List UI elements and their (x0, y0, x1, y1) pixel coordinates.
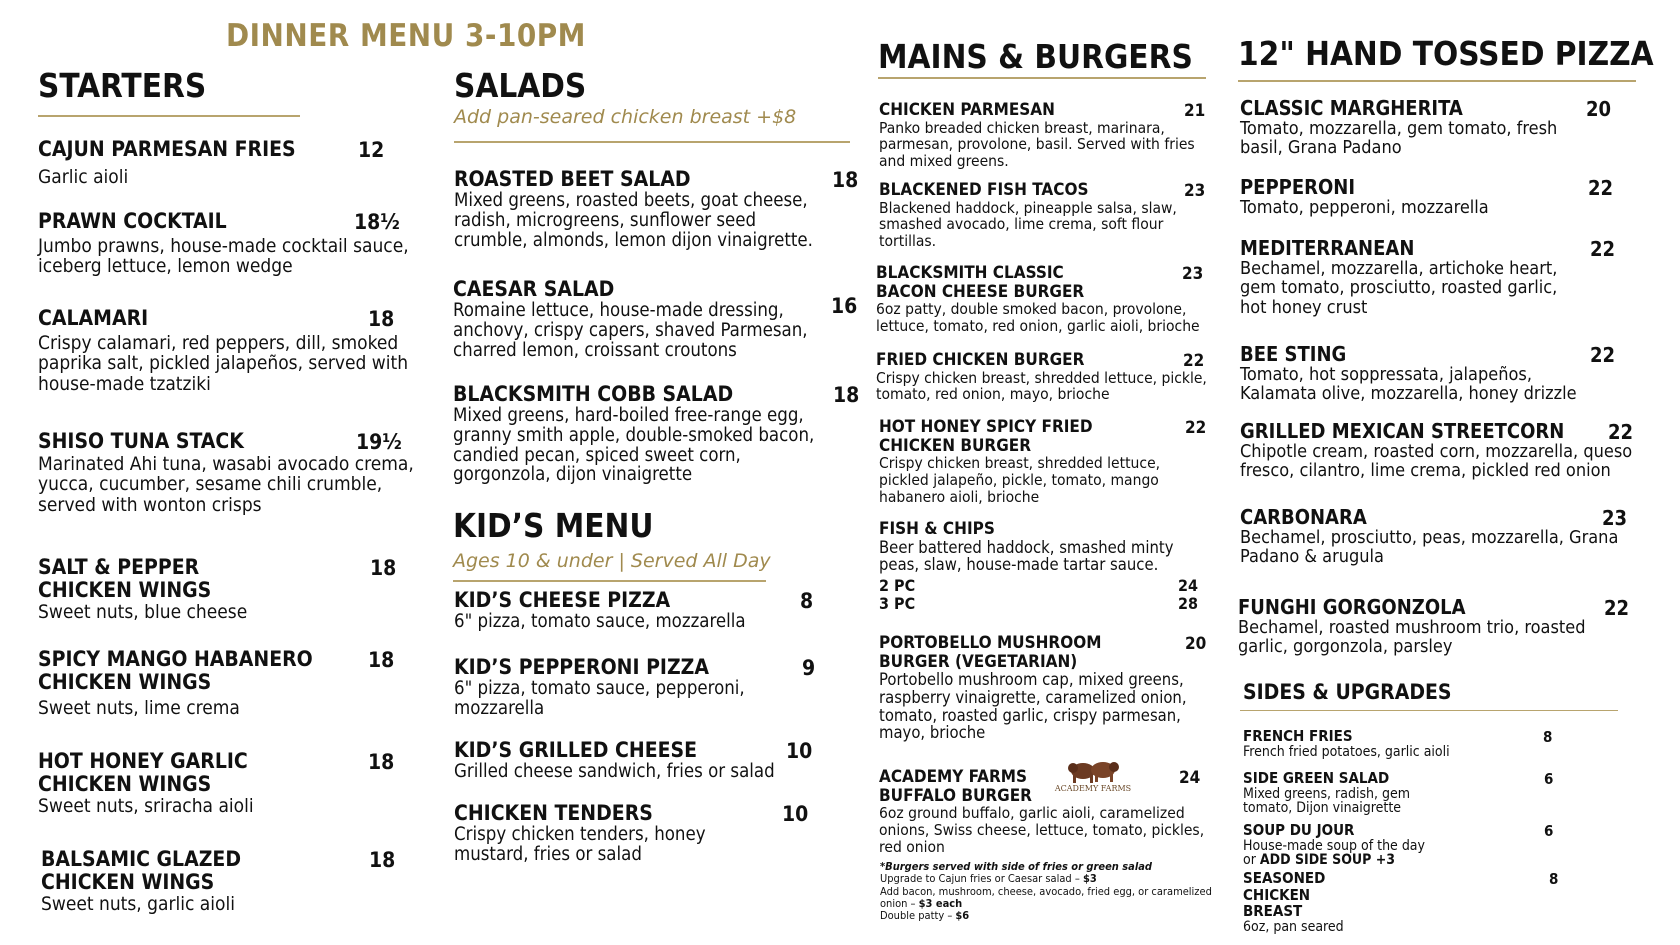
item-price: 9 (802, 656, 816, 680)
menu-item (1238, 596, 1633, 657)
mains-divider (878, 77, 1206, 79)
menu-title: DINNER MENU 3-10PM (226, 18, 586, 54)
item-description: Beer battered haddock, smashed minty peas, slaw, house-made tartar sauce. (879, 537, 1174, 575)
item-name: SALT & PEPPER CHICKEN WINGS (38, 555, 212, 603)
menu-item (1243, 728, 1553, 759)
item-price: 22 (1590, 237, 1616, 261)
item-price: 18 (368, 648, 395, 672)
item-description: Romaine lettuce, house-made dressing, anchovy, crispy capers, shaved Parmesan, charred lemon, croissant croutons (453, 300, 808, 361)
soup-upgrade-label: ADD SIDE SOUP +3 (1259, 852, 1396, 869)
item-description: French fried potatoes, garlic aioli (1243, 743, 1450, 760)
soup-upgrade-prefix: or (1243, 852, 1260, 869)
item-name: HOT HONEY GARLIC CHICKEN WINGS (38, 749, 248, 797)
item-name: BALSAMIC GLAZED CHICKEN WINGS (41, 847, 242, 895)
item-name: ROASTED BEET SALAD (454, 167, 691, 191)
item-price: 18½ (354, 210, 400, 234)
fish-option-price: 24 (1178, 576, 1199, 595)
item-price: 18 (832, 168, 859, 192)
item-price: 20 (1586, 97, 1612, 121)
item-description: Crispy chicken breast, shredded lettuce, pickle, tomato, red onion, mayo, brioche (876, 368, 1207, 404)
menu-item (1240, 420, 1635, 481)
item-name: KID’S PEPPERONI PIZZA (454, 655, 709, 679)
menu-item (454, 168, 862, 250)
item-price: 18 (370, 556, 397, 580)
item-name: SPICY MANGO HABANERO CHICKEN WINGS (38, 647, 313, 695)
item-name: SHISO TUNA STACK (38, 429, 244, 453)
menu-item (38, 210, 433, 277)
item-price: 23 (1602, 506, 1628, 530)
item-description: Mixed greens, radish, gem tomato, Dijon vinaigrette (1243, 785, 1411, 817)
item-name: CAESAR SALAD (453, 277, 615, 301)
item-description: 6oz ground buffalo, garlic aioli, caramelized onions, Swiss cheese, lettuce, tomato, pickles, red onion (879, 804, 1205, 856)
item-price: 18 (833, 383, 860, 407)
item-description: Marinated Ahi tuna, wasabi avocado crema, yucca, cucumber, sesame chili crumble, served with wonton crisps (38, 453, 414, 516)
note-text: Upgrade to Cajun fries or Caesar salad – (880, 872, 1083, 886)
menu-item (38, 648, 418, 719)
item-description: Mixed greens, roasted beets, goat cheese, radish, microgreens, sunflower seed crumble, almonds, lemon dijon vinaigrette. (454, 190, 813, 251)
menu-item (879, 634, 1213, 742)
item-description: Crispy calamari, red peppers, dill, smoked paprika salt, pickled jalapeños, served with house-made tzatziki (38, 332, 409, 395)
item-name: HOT HONEY SPICY FRIED CHICKEN BURGER (879, 417, 1093, 456)
item-price: 22 (1588, 176, 1614, 200)
item-price: 6 (1544, 770, 1554, 788)
note-text: Double patty – (880, 909, 956, 923)
fish-option-label: 3 PC (879, 594, 916, 613)
starters-divider (38, 115, 300, 117)
item-description: 6oz, pan seared (1243, 918, 1344, 935)
item-description: Bechamel, roasted mushroom trio, roasted garlic, gorgonzola, parsley (1238, 617, 1586, 658)
sides-title: SIDES & UPGRADES (1243, 680, 1452, 704)
menu-item (879, 418, 1211, 505)
menu-item (1240, 343, 1630, 404)
item-price: 19½ (356, 430, 402, 454)
menu-item (1240, 506, 1630, 567)
burger-notes (880, 861, 1220, 923)
item-price: 16 (831, 294, 858, 318)
item-description: 6oz patty, double smoked bacon, provolone, lettuce, tomato, red onion, garlic aioli, brioche (876, 300, 1200, 335)
menu-item (41, 848, 421, 915)
menu-item (1243, 869, 1559, 935)
item-name: FISH & CHIPS (879, 519, 995, 539)
item-name: SOUP DU JOUR (1243, 821, 1355, 839)
burger-note-double (880, 910, 1220, 922)
item-description: Portobello mushroom cap, mixed greens, raspberry vinaigrette, caramelized onion, tomato, roasted garlic, crispy parmesan, mayo, brioche (879, 670, 1187, 743)
item-name: SIDE GREEN SALAD (1243, 769, 1390, 787)
item-name: KID’S GRILLED CHEESE (454, 738, 698, 762)
item-name: FRIED CHICKEN BURGER (876, 350, 1085, 370)
item-description: Bechamel, mozzarella, artichoke heart, gem tomato, prosciutto, roasted garlic, hot honey crust (1240, 258, 1558, 318)
item-name: CLASSIC MARGHERITA (1240, 96, 1463, 120)
item-price: 8 (1549, 870, 1559, 888)
item-name: CAJUN PARMESAN FRIES (38, 137, 296, 161)
salads-title: SALADS (454, 66, 587, 105)
item-name: CHICKEN TENDERS (454, 801, 653, 825)
burger-note-main: *Burgers served with side of fries or green salad (880, 860, 1153, 873)
menu-item (879, 520, 1211, 574)
item-description: Crispy chicken breast, shredded lettuce, pickled jalapeño, pickle, tomato, mango habanero aioli, brioche (879, 454, 1161, 506)
item-price: 22 (1608, 420, 1634, 444)
menu-item (1240, 97, 1630, 158)
menu-item (38, 138, 420, 187)
item-price: 18 (368, 750, 395, 774)
fish-option-label: 2 PC (879, 576, 916, 595)
starters-title: STARTERS (38, 66, 207, 105)
item-description: Chipotle cream, roasted corn, mozzarella, queso fresco, cilantro, lime crema, pickled red onion (1240, 441, 1633, 482)
item-name: PORTOBELLO MUSHROOM BURGER (VEGETARIAN) (879, 633, 1102, 672)
menu-item (454, 656, 814, 719)
menu-item (38, 307, 418, 394)
item-description: Sweet nuts, blue cheese (38, 601, 248, 624)
item-description: 6" pizza, tomato sauce, mozzarella (454, 611, 746, 633)
item-description: Tomato, hot soppressata, jalapeños, Kalamata olive, mozzarella, honey drizzle (1240, 364, 1577, 405)
burger-note-addons (880, 886, 1220, 911)
item-description: House-made soup of the day (1243, 837, 1425, 854)
kids-title: KID’S MENU (453, 506, 654, 545)
item-description: Panko breaded chicken breast, marinara, parmesan, provolone, basil. Served with fries and mixed greens. (879, 118, 1195, 170)
item-name: MEDITERRANEAN (1240, 236, 1415, 260)
sides-divider (1240, 710, 1618, 711)
menu-item (1243, 770, 1553, 816)
item-description: Bechamel, prosciutto, peas, mozzarella, Grana Padano & arugula (1240, 527, 1619, 568)
salads-divider (454, 141, 850, 143)
item-name: FUNGHI GORGONZOLA (1238, 595, 1466, 619)
item-description: Jumbo prawns, house-made cocktail sauce, iceberg lettuce, lemon wedge (38, 235, 409, 278)
logo-text: ACADEMY FARMS (1054, 784, 1132, 793)
item-description: Crispy chicken tenders, honey mustard, fries or salad (454, 824, 706, 865)
item-name: BLACKENED FISH TACOS (879, 180, 1089, 200)
item-price: 8 (800, 589, 814, 613)
menu-item (454, 589, 814, 632)
note-price: $6 (955, 909, 970, 923)
item-price: 23 (1182, 264, 1204, 284)
menu-item (1240, 176, 1630, 217)
item-name: CARBONARA (1240, 505, 1367, 529)
fish-option-price: 28 (1178, 594, 1199, 613)
item-description: 6" pizza, tomato sauce, pepperoni, mozzarella (454, 678, 745, 719)
kids-divider (453, 580, 766, 582)
item-price: 24 (1179, 768, 1201, 788)
menu-item (38, 750, 418, 817)
note-price: $3 (1082, 872, 1097, 886)
soup-upgrade (1243, 853, 1553, 868)
item-description: Blackened haddock, pineapple salsa, slaw, smashed avocado, lime crema, soft flour tortillas. (879, 198, 1177, 250)
item-price: 12 (358, 138, 385, 162)
item-description: Sweet nuts, lime crema (38, 697, 240, 720)
item-description: Sweet nuts, sriracha aioli (38, 795, 254, 818)
salads-subtitle: Add pan-seared chicken breast +$8 (454, 106, 797, 128)
academy-farms-logo (1052, 758, 1134, 794)
item-description: Mixed greens, hard-boiled free-range egg, granny smith apple, double-smoked bacon, candied pecan, spiced sweet corn, gorgonzola, dijon vinaigrette (453, 405, 815, 486)
menu-item (876, 264, 1211, 335)
item-price: 22 (1185, 418, 1207, 438)
item-price: 20 (1185, 634, 1207, 654)
item-price: 23 (1184, 181, 1206, 201)
item-name: BEE STING (1240, 342, 1347, 366)
note-price: $3 each (918, 896, 963, 910)
item-name: ACADEMY FARMS BUFFALO BURGER (879, 767, 1032, 806)
menu-item (1243, 822, 1553, 868)
item-price: 18 (369, 848, 396, 872)
note-text: Add bacon, mushroom, cheese, avocado, fried egg, or caramelized onion – (880, 884, 1212, 910)
item-name: FRENCH FRIES (1243, 727, 1353, 745)
menu-item (454, 739, 814, 782)
menu-item (876, 351, 1211, 403)
item-description: Tomato, pepperoni, mozzarella (1240, 197, 1489, 218)
pizza-title: 12" HAND TOSSED PIZZA (1238, 34, 1654, 73)
item-name: SEASONED CHICKEN BREAST (1243, 869, 1326, 920)
item-name: CALAMARI (38, 306, 149, 330)
item-name: PEPPERONI (1240, 175, 1356, 199)
kids-subtitle: Ages 10 & under | Served All Day (453, 550, 771, 572)
item-name: BLACKSMITH CLASSIC BACON CHEESE BURGER (876, 263, 1085, 302)
item-price: 22 (1590, 343, 1616, 367)
item-price: 22 (1604, 596, 1630, 620)
item-description: Sweet nuts, garlic aioli (41, 893, 235, 916)
mains-title: MAINS & BURGERS (878, 37, 1193, 76)
item-name: GRILLED MEXICAN STREETCORN (1240, 419, 1565, 443)
item-price: 21 (1184, 101, 1206, 121)
item-description: Tomato, mozzarella, gem tomato, fresh basil, Grana Padano (1240, 118, 1558, 159)
menu-item (38, 430, 433, 515)
item-name: BLACKSMITH COBB SALAD (453, 382, 734, 406)
item-name: PRAWN COCKTAIL (38, 209, 227, 233)
pizza-divider (1238, 80, 1636, 82)
item-name: CHICKEN PARMESAN (879, 100, 1055, 120)
menu-item (1240, 237, 1630, 317)
menu-item (879, 181, 1209, 249)
item-price: 22 (1183, 351, 1205, 371)
item-price: 8 (1543, 728, 1553, 746)
item-price: 10 (786, 739, 813, 763)
menu-item (879, 768, 1213, 855)
item-description: Grilled cheese sandwich, fries or salad (454, 761, 775, 783)
item-price: 6 (1544, 822, 1554, 840)
menu-item (38, 556, 418, 623)
item-description: Garlic aioli (38, 166, 129, 189)
menu-item (453, 278, 861, 360)
menu-item (879, 101, 1209, 169)
menu-item (453, 383, 863, 485)
item-price: 10 (782, 802, 809, 826)
item-price: 18 (368, 307, 395, 331)
item-name: KID’S CHEESE PIZZA (454, 588, 671, 612)
menu-item (454, 802, 814, 865)
